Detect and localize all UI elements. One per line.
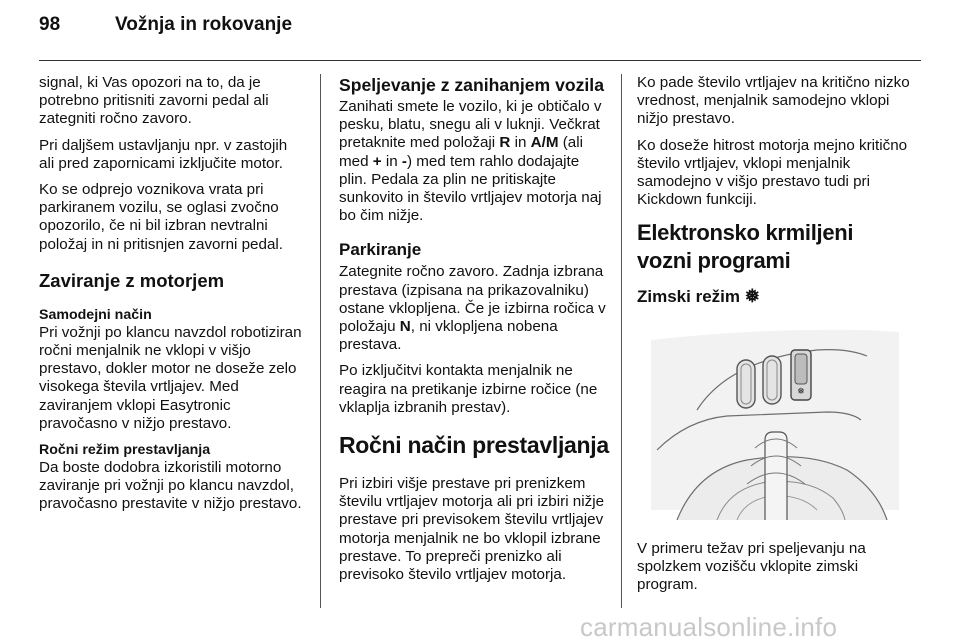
key-label: - bbox=[401, 152, 407, 170]
column-divider bbox=[621, 74, 622, 608]
paragraph: Pri daljšem ustavljanju npr. v zastojih ali pred zapornicami izključite motor. bbox=[39, 136, 288, 172]
section-heading: Speljevanje z zanihanjem vozila bbox=[339, 75, 604, 95]
section-heading: Ročni način prestavljanja bbox=[339, 432, 609, 459]
paragraph: Pri izbiri višje prestave pri prenizkem številu vrtljajev motorja ali pri izbiri nižje prestave pri previsokem številu vrtljajev motorja menjalnik ne bo vklopil izbrane prestave. To prepreči prenizko ali previsoko število vrtljajev motorja. bbox=[339, 475, 605, 584]
key-label: R bbox=[499, 134, 511, 152]
column-middle bbox=[339, 74, 609, 592]
paragraph: Po izključitvi kontakta menjalnik ne reagira na pretikanje izbirne ročice (ne vklaplja izbranih prestav). bbox=[339, 362, 598, 416]
section-heading: Elektronsko krmiljeni vozni programi bbox=[637, 220, 854, 274]
page-title: Vožnja in rokovanje bbox=[115, 14, 293, 35]
gear-lever-illustration bbox=[637, 320, 901, 520]
paragraph: Ko pade število vrtljajev na kritično nizko vrednost, menjalnik samodejno vklopi nižjo prestavo. bbox=[637, 74, 910, 128]
paragraph: Da boste dodobra izkoristili motorno zaviranje pri vožnji po klancu navzdol, pravočasno prestavite v nižjo prestavo. bbox=[39, 459, 302, 513]
paragraph: Zategnite ročno zavoro. Zadnja izbrana prestava (izpisana na prikazovalniku) ostane vklopljena. Če je izbirna ročica v položaju N, ni vklopljena nobena prestava. bbox=[339, 263, 606, 354]
page-header bbox=[39, 14, 292, 50]
paragraph: Ko se odprejo voznikova vrata pri parkiranem vozilu, se oglasi zvočno opozorilo, če ni bil izbran nevtralni položaj in ni pritisnjen zavorni pedal. bbox=[39, 181, 283, 253]
column-left bbox=[39, 74, 305, 522]
page-number: 98 bbox=[39, 14, 61, 35]
column-divider bbox=[320, 74, 321, 608]
subsection-heading bbox=[637, 285, 913, 308]
key-label: A/M bbox=[530, 134, 559, 152]
paragraph: Zanihati smete le vozilo, ki je obtičalo v pesku, blatu, snegu ali v luknji. Večkrat pretaknite med položaji R in A/M (ali med + in -) med tem rahlo dodajajte plin. Pedala za plin ne pritiskajte sunkovito in število vrtljajev motorja naj bo čim nižje. bbox=[339, 98, 602, 225]
subsection-heading: Ročni režim prestavljanja bbox=[39, 442, 211, 459]
header-rule bbox=[39, 60, 921, 61]
paragraph: Ko doseže hitrost motorja mejno kritično število vrtljajev, vklopi menjalnik samodejno v višjo prestavo tudi pri Kickdown funkciji. bbox=[637, 136, 908, 209]
section-heading: Parkiranje bbox=[339, 240, 422, 260]
svg-text:❅: ❅ bbox=[797, 387, 805, 398]
key-label: + bbox=[372, 152, 382, 170]
snowflake-icon: ❅ bbox=[744, 286, 760, 307]
paragraph: V primeru težav pri speljevanju na spolzkem vozišču vklopite zimski program. bbox=[637, 539, 866, 594]
key-label: N bbox=[399, 318, 411, 336]
watermark: carmanualsonline.info bbox=[580, 612, 838, 642]
paragraph: signal, ki Vas opozori na to, da je potrebno pritisniti zavorni pedal ali zategniti ročno zavoro. bbox=[39, 74, 269, 128]
section-heading: Zaviranje z motorjem bbox=[39, 269, 225, 291]
subsection-heading: Samodejni način bbox=[39, 306, 152, 323]
paragraph: Pri vožnji po klancu navzdol robotiziran ročni menjalnik ne vklopi v višjo prestavo, dokler motor ne doseže zelo visokega števila vrtljajev. Med zaviranjem vklopi Easytronic pravočasno v nižjo prestavo. bbox=[39, 323, 302, 432]
column-right bbox=[637, 74, 913, 602]
winter-heading-label: Zimski režim bbox=[637, 287, 740, 307]
